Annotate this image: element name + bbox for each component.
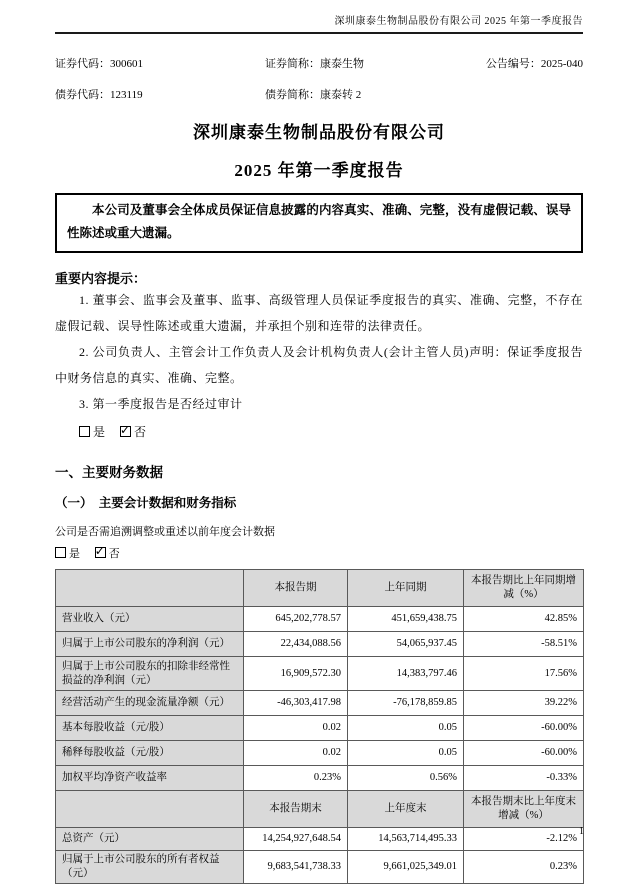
checkbox-checked-icon bbox=[95, 547, 106, 558]
audit-option-no bbox=[120, 425, 146, 439]
table-cell-change: -2.12% bbox=[464, 828, 584, 851]
table-row bbox=[56, 691, 584, 716]
financial-indicators-table bbox=[55, 569, 584, 884]
audit-yes-label: 是 bbox=[93, 425, 106, 439]
table-cell-change: -0.33% bbox=[464, 766, 584, 791]
bond-abbr bbox=[265, 86, 583, 102]
table-cell-change: 39.22% bbox=[464, 691, 584, 716]
securities-info bbox=[55, 47, 583, 109]
table-header-row-period bbox=[56, 570, 584, 607]
table-cell-label: 加权平均净资产收益率 bbox=[56, 766, 244, 791]
bond-code-value: 123119 bbox=[110, 88, 143, 101]
table-cell-change: -60.00% bbox=[464, 741, 584, 766]
announcement-no bbox=[486, 55, 583, 71]
table-cell-prior: 0.56% bbox=[348, 766, 464, 791]
table-row bbox=[56, 632, 584, 657]
col-header-current-period: 本报告期 bbox=[244, 570, 348, 607]
securities-info-row2 bbox=[55, 78, 583, 109]
table-header-row-period-end bbox=[56, 791, 584, 828]
table-cell-current: 0.02 bbox=[244, 716, 348, 741]
col-header-prior-period: 上年同期 bbox=[348, 570, 464, 607]
securities-abbr-value: 康泰生物 bbox=[320, 57, 364, 70]
bond-code-label: 债券代码： bbox=[55, 88, 110, 101]
bond-code bbox=[55, 86, 265, 102]
restatement-option-no bbox=[95, 548, 120, 560]
notice-item-1: 1. 董事会、监事会及董事、监事、高级管理人员保证季度报告的真实、准确、完整，不存在虚假记载、误导性陈述或重大遗漏，并承担个别和连带的法律责任。 bbox=[55, 293, 583, 333]
table-cell-label: 归属于上市公司股东的净利润（元） bbox=[56, 632, 244, 657]
report-title: 2025 年第一季度报告 bbox=[234, 161, 404, 180]
col-header-prior-year-end: 上年度末 bbox=[348, 791, 464, 828]
checkbox-unchecked-icon bbox=[55, 547, 66, 558]
restatement-answer bbox=[55, 545, 583, 561]
table-cell-label: 归属于上市公司股东的扣除非经常性损益的净利润（元） bbox=[56, 657, 244, 691]
table-cell-label: 归属于上市公司股东的所有者权益（元） bbox=[56, 851, 244, 884]
table-cell-prior: 0.05 bbox=[348, 716, 464, 741]
table-row bbox=[56, 741, 584, 766]
col-header-current-period-end: 本报告期末 bbox=[244, 791, 348, 828]
announcement-no-value: 2025-040 bbox=[540, 57, 583, 70]
table-row bbox=[56, 657, 584, 691]
notice-item-3: 3. 第一季度报告是否经过审计 bbox=[79, 397, 243, 411]
company-title: 深圳康泰生物制品股份有限公司 bbox=[193, 123, 445, 142]
page-number: 1 bbox=[579, 826, 584, 837]
table-cell-label: 经营活动产生的现金流量净额（元） bbox=[56, 691, 244, 716]
bond-abbr-label: 债券简称： bbox=[265, 88, 320, 101]
restatement-yes-label: 是 bbox=[69, 548, 80, 560]
table-cell-change: -58.51% bbox=[464, 632, 584, 657]
table-cell-prior: 9,661,025,349.01 bbox=[348, 851, 464, 884]
table-cell-current: 645,202,778.57 bbox=[244, 607, 348, 632]
securities-info-row1 bbox=[55, 47, 583, 78]
table-cell-current: 0.23% bbox=[244, 766, 348, 791]
table-row bbox=[56, 851, 584, 884]
table-cell-change: 42.85% bbox=[464, 607, 584, 632]
table-corner-cell bbox=[56, 791, 244, 828]
restatement-question: 公司是否需追溯调整或重述以前年度会计数据 bbox=[55, 526, 275, 538]
table-cell-label: 稀释每股收益（元/股） bbox=[56, 741, 244, 766]
table-row bbox=[56, 716, 584, 741]
audit-option-yes bbox=[79, 425, 105, 439]
subsection-heading-accounting-indicators: （一） 主要会计数据和财务指标 bbox=[55, 496, 237, 510]
table-cell-change: 17.56% bbox=[464, 657, 584, 691]
table-cell-current: 9,683,541,738.33 bbox=[244, 851, 348, 884]
securities-abbr bbox=[265, 55, 486, 71]
table-row bbox=[56, 766, 584, 791]
table-cell-prior: 14,563,714,495.33 bbox=[348, 828, 464, 851]
table-row bbox=[56, 607, 584, 632]
col-header-period-end-change: 本报告期末比上年度末增减（%） bbox=[464, 791, 584, 828]
table-cell-current: 14,254,927,648.54 bbox=[244, 828, 348, 851]
checkbox-checked-icon bbox=[120, 426, 131, 437]
declaration-box bbox=[55, 193, 583, 253]
table-cell-prior: 0.05 bbox=[348, 741, 464, 766]
table-cell-current: 22,434,088.56 bbox=[244, 632, 348, 657]
securities-abbr-label: 证券简称： bbox=[265, 57, 320, 70]
table-cell-prior: 14,383,797.46 bbox=[348, 657, 464, 691]
restatement-no-label: 否 bbox=[108, 548, 120, 560]
audit-answer bbox=[55, 423, 583, 440]
table-corner-cell bbox=[56, 570, 244, 607]
table-cell-prior: -76,178,859.85 bbox=[348, 691, 464, 716]
notice-item-2: 2. 公司负责人、主管会计工作负责人及会计机构负责人(会计主管人员)声明：保证季度报告中财务信息的真实、准确、完整。 bbox=[55, 345, 583, 385]
table-cell-current: 16,909,572.30 bbox=[244, 657, 348, 691]
table-cell-change: 0.23% bbox=[464, 851, 584, 884]
table-cell-prior: 54,065,937.45 bbox=[348, 632, 464, 657]
table-cell-current: -46,303,417.98 bbox=[244, 691, 348, 716]
running-header: 深圳康泰生物制品股份有限公司 2025 年第一季度报告 bbox=[55, 12, 583, 34]
table-cell-label: 总资产（元） bbox=[56, 828, 244, 851]
audit-no-label: 否 bbox=[134, 425, 147, 439]
important-notice-heading: 重要内容提示： bbox=[55, 271, 147, 286]
section-heading-financial-data: 一、主要财务数据 bbox=[55, 465, 163, 480]
table-cell-current: 0.02 bbox=[244, 741, 348, 766]
table-cell-label: 基本每股收益（元/股） bbox=[56, 716, 244, 741]
col-header-period-change: 本报告期比上年同期增减（%） bbox=[464, 570, 584, 607]
declaration-text: 本公司及董事会全体成员保证信息披露的内容真实、准确、完整，没有虚假记载、误导性陈述或重大遗漏。 bbox=[67, 203, 571, 240]
securities-code-label: 证券代码： bbox=[55, 57, 110, 70]
table-cell-change: -60.00% bbox=[464, 716, 584, 741]
securities-code bbox=[55, 55, 265, 71]
bond-abbr-value: 康泰转 2 bbox=[320, 88, 362, 101]
securities-code-value: 300601 bbox=[110, 57, 143, 70]
checkbox-unchecked-icon bbox=[79, 426, 90, 437]
table-row bbox=[56, 828, 584, 851]
announcement-no-label: 公告编号： bbox=[485, 57, 541, 70]
table-cell-label: 营业收入（元） bbox=[56, 607, 244, 632]
restatement-option-yes bbox=[55, 548, 80, 560]
table-cell-prior: 451,659,438.75 bbox=[348, 607, 464, 632]
